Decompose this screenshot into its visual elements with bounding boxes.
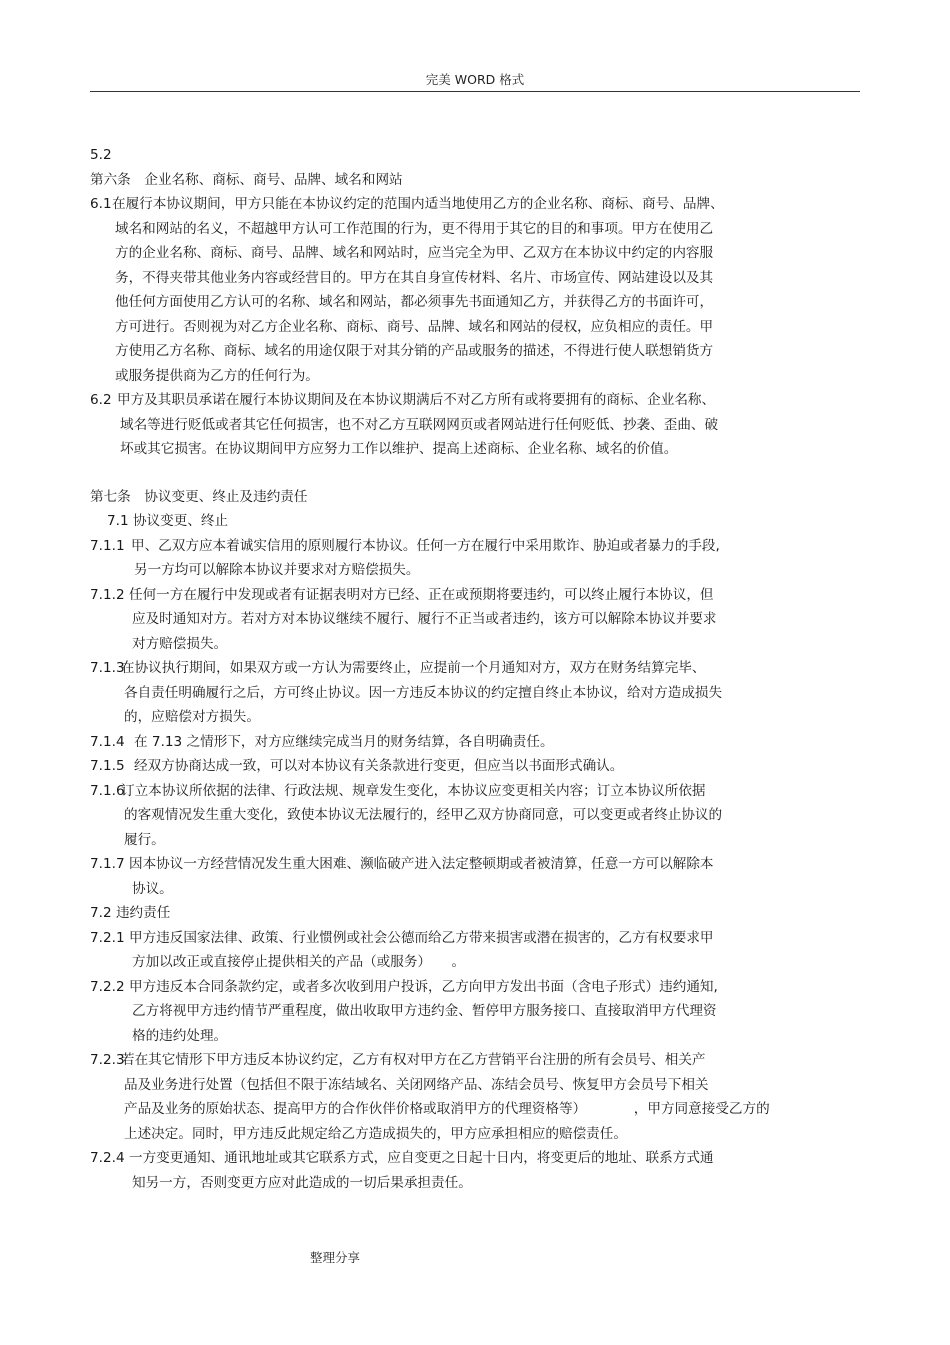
clause-number: 7.1.1 <box>90 537 125 554</box>
clause-line: 若在其它情形下甲方违反本协议约定，乙方有权对甲方在乙方营销平台注册的所有会员号、相关产 <box>121 1052 706 1068</box>
clause-number: 7.1.6 <box>90 782 125 799</box>
clause-number: 7.1.3 <box>90 660 125 676</box>
clause-7-2-4 <box>90 1146 850 1195</box>
clause-number: 7.1.4 <box>90 733 125 750</box>
clause-line: 在 7.13 之情形下，对方应继续完成当月的财务结算，各自明确责任。 <box>134 733 554 750</box>
document-body <box>90 143 850 1195</box>
clause-7-2-2 <box>90 975 850 1049</box>
spacer <box>90 462 850 485</box>
clause-7-2-3 <box>90 1048 850 1146</box>
clause-line: 知另一方，否则变更方应对此造成的一切后果承担责任。 <box>132 1174 472 1191</box>
clause-line: 域名和网站的名义，不超越甲方认可工作范围的行为，更不得用于其它的目的和事项。甲方在使用乙 <box>115 220 714 237</box>
clause-line: 的客观情况发生重大变化，致使本协议无法履行的，经甲乙双方协商同意，可以变更或者终止协议的 <box>124 807 723 823</box>
clause-7-1-1 <box>90 534 850 583</box>
clause-line: 上述决定。同时，甲方违反此规定给乙方造成损失的，甲方应承担相应的赔偿责任。 <box>124 1125 627 1142</box>
section-7-2-title: 7.2 违约责任 <box>90 905 171 921</box>
clause-7-1-5 <box>90 754 850 779</box>
clause-line: 在履行本协议期间，甲方只能在本协议约定的范围内适当地使用乙方的企业名称、商标、商号、品牌、 <box>112 196 724 212</box>
clause-line: 履行。 <box>124 831 165 848</box>
clause-line: 因本协议一方经营情况发生重大困难、濒临破产进入法定整顿期或者被清算，任意一方可以解除本 <box>129 856 714 872</box>
section-number: 5.2 <box>90 147 112 163</box>
clause-7-1-7 <box>90 852 850 901</box>
clause-line: 订立本协议所依据的法律、行政法规、规章发生变化，本协议应变更相关内容；订立本协议所依据 <box>121 782 706 799</box>
clause-line: 经双方协商达成一致，可以对本协议有关条款进行变更，但应当以书面形式确认。 <box>134 758 624 774</box>
clause-number: 6.1 <box>90 196 112 212</box>
clause-line: 坏或其它损害。在协议期间甲方应努力工作以维护、提高上述商标、企业名称、域名的价值。 <box>120 441 678 457</box>
clause-line: 在协议执行期间，如果双方或一方认为需要终止，应提前一个月通知对方，双方在财务结算完毕、 <box>121 660 706 676</box>
clause-line: 方可进行。否则视为对乙方企业名称、商标、商号、品牌、域名和网站的侵权，应负相应的责任。甲 <box>115 318 714 335</box>
clause-line: 的，应赔偿对方损失。 <box>124 709 260 725</box>
clause-6-1 <box>90 192 850 388</box>
clause-line: 各自责任明确履行之后，方可终止协议。因一方违反本协议的约定擅自终止本协议，给对方造成损失 <box>124 684 723 701</box>
clause-number: 7.2.3 <box>90 1052 125 1068</box>
clause-number: 7.1.2 <box>90 586 125 603</box>
clause-line: 域名等进行贬低或者其它任何损害，也不对乙方互联网网页或者网站进行任何贬低、抄袭、歪曲、破 <box>120 416 719 433</box>
clause-line: 另一方均可以解除本协议并要求对方赔偿损失。 <box>134 562 420 578</box>
clause-line: 方的企业名称、商标、商号、品牌、域名和网站时，应当完全为甲、乙双方在本协议中约定的内容服 <box>115 245 714 261</box>
clause-line: 甲方违反国家法律、政策、行业惯例或社会公德而给乙方带来损害或潜在损害的，乙方有权要求甲 <box>129 929 714 946</box>
clause-number: 7.1.7 <box>90 856 125 872</box>
clause-7-1-6 <box>90 779 850 853</box>
clause-line: 甲方及其职员承诺在履行本协议期间及在本协议期满后不对乙方所有或将要拥有的商标、企业名称、 <box>117 392 716 408</box>
clause-6-2 <box>90 388 850 462</box>
clause-line: 务，不得夹带其他业务内容或经营目的。甲方在其自身宣传材料、名片、市场宣传、网站建设以及其 <box>115 269 714 286</box>
clause-line: 甲、乙双方应本着诚实信用的原则履行本协议。任何一方在履行中采用欺诈、胁迫或者暴力的手段, <box>131 537 720 554</box>
section-7-1-title: 7.1 协议变更、终止 <box>107 513 229 529</box>
clause-line: 应及时通知对方。若对方对本协议继续不履行、履行不正当或者违约，该方可以解除本协议并要求 <box>132 611 717 627</box>
clause-number: 7.2.4 <box>90 1150 125 1166</box>
clause-7-1-2 <box>90 583 850 657</box>
clause-line: 产品及业务的原始状态、提高甲方的合作伙伴价格或取消甲方的代理资格等） ，甲方同意接受乙方的 <box>124 1101 770 1117</box>
clause-line: 甲方违反本合同条款约定，或者多次收到用户投诉，乙方向甲方发出书面（含电子形式）违约通知, <box>129 978 718 995</box>
article-6-title: 第六条 企业名称、商标、商号、品牌、域名和网站 <box>90 171 403 188</box>
clause-number: 7.1.5 <box>90 758 125 774</box>
clause-number: 7.2.2 <box>90 978 125 995</box>
clause-line: 品及业务进行处置（包括但不限于冻结域名、关闭网络产品、冻结会员号、恢复甲方会员号下相关 <box>124 1076 709 1093</box>
clause-line: 方加以改正或直接停止提供相关的产品（或服务） 。 <box>132 954 466 970</box>
header-divider <box>90 91 860 92</box>
article-7-title: 第七条 协议变更、终止及违约责任 <box>90 488 308 505</box>
clause-7-2-1 <box>90 926 850 975</box>
clause-number: 6.2 <box>90 392 112 408</box>
clause-line: 方使用乙方名称、商标、域名的用途仅限于对其分销的产品或服务的描述，不得进行使人联想销货方 <box>115 343 714 359</box>
clause-line: 或服务提供商为乙方的任何行为。 <box>115 367 319 384</box>
clause-number: 7.2.1 <box>90 929 125 946</box>
clause-line: 一方变更通知、通讯地址或其它联系方式，应自变更之日起十日内，将变更后的地址、联系方式通 <box>129 1150 714 1166</box>
page-header: 完美 WORD 格式 <box>425 72 525 87</box>
clause-line: 协议。 <box>132 880 173 897</box>
clause-line: 格的违约处理。 <box>132 1027 228 1044</box>
clause-line: 对方赔偿损失。 <box>132 635 228 652</box>
clause-line: 他任何方面使用乙方认可的名称、域名和网站，都必须事先书面通知乙方，并获得乙方的书面许可， <box>115 294 714 310</box>
clause-line: 任何一方在履行中发现或者有证据表明对方已经、正在或预期将要违约，可以终止履行本协议，但 <box>129 586 714 603</box>
page-footer: 整理分享 <box>310 1250 361 1265</box>
clause-7-1-4 <box>90 730 850 755</box>
clause-line: 乙方将视甲方违约情节严重程度，做出收取甲方违约金、暂停甲方服务接口、直接取消甲方代理资 <box>132 1003 717 1019</box>
clause-7-1-3 <box>90 656 850 730</box>
